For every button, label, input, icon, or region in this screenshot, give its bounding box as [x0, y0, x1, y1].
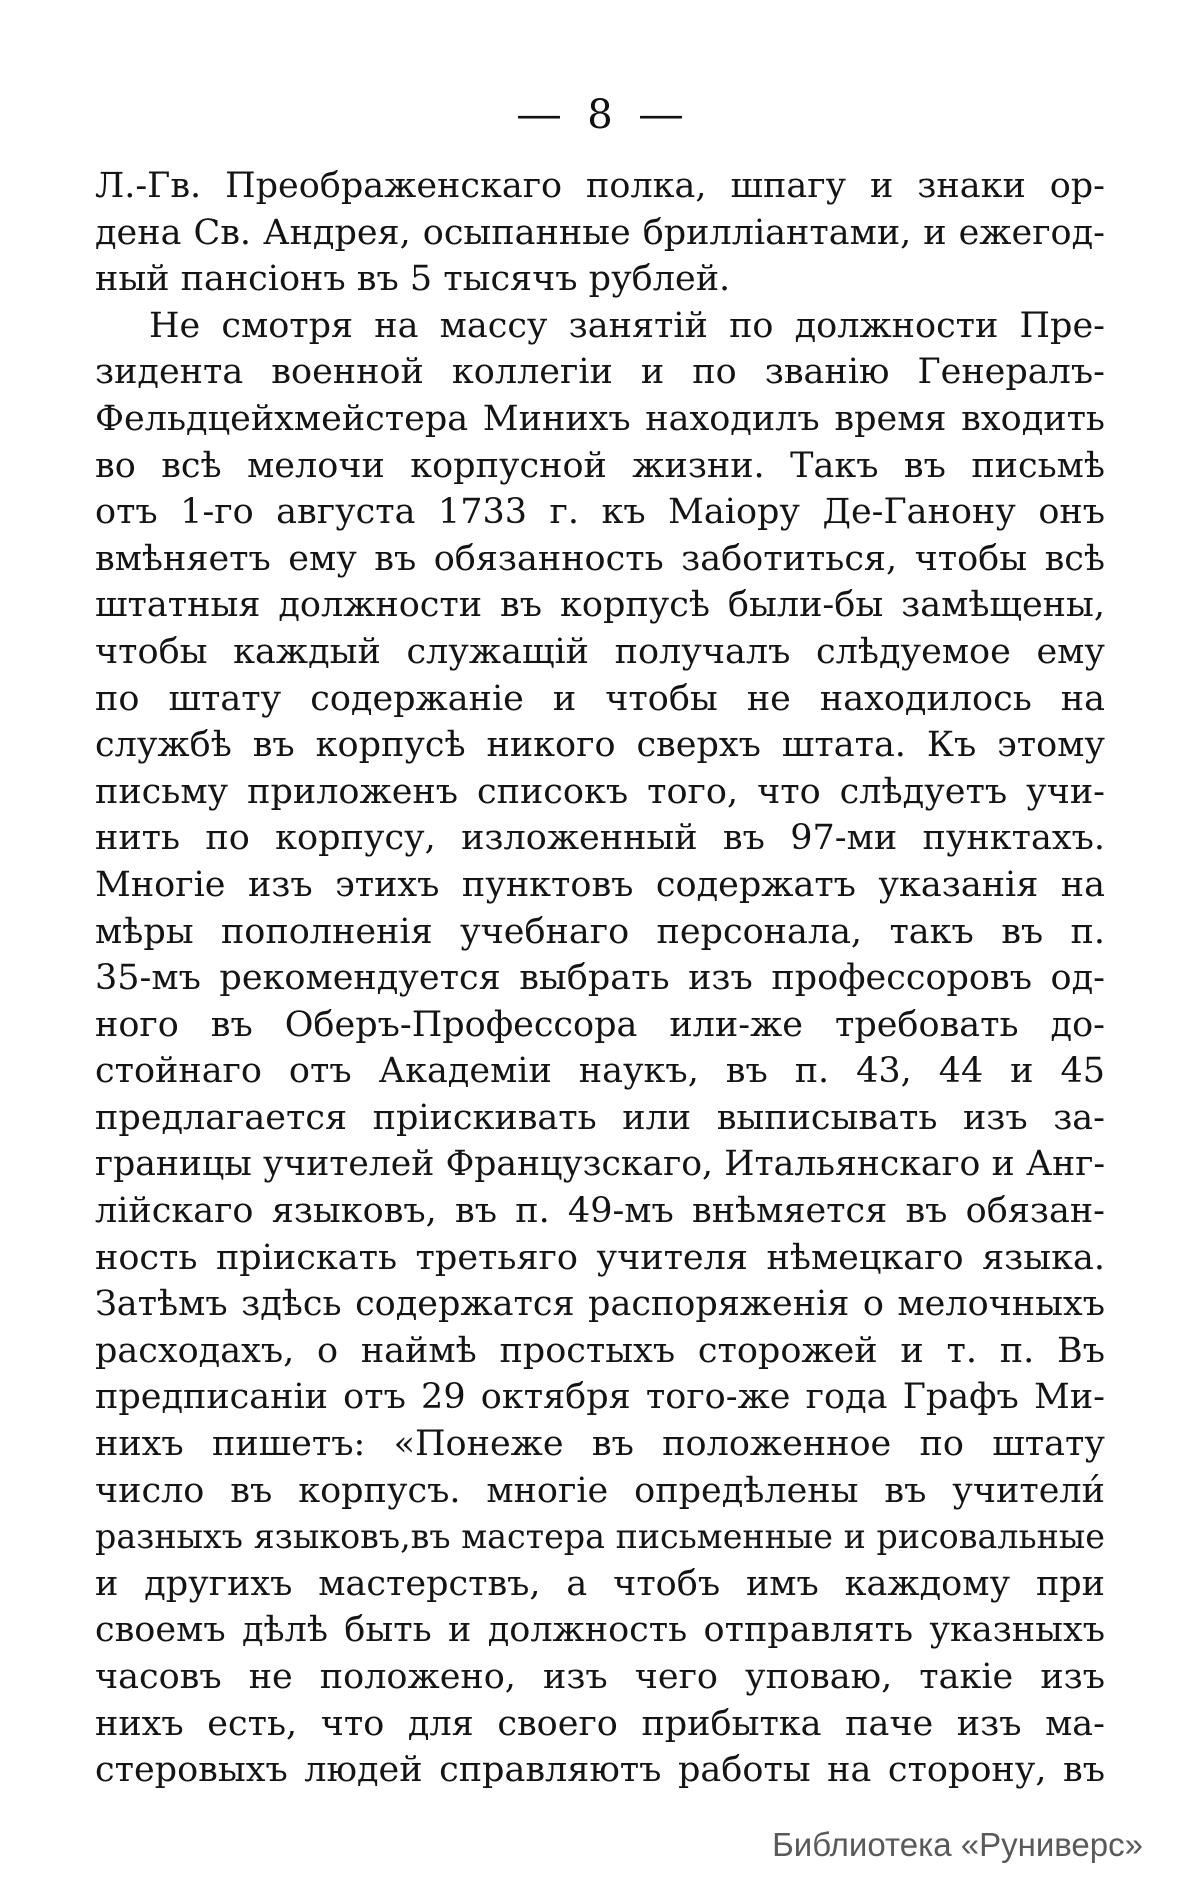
text-line: стойнаго отъ Академіи наукъ, въ п. 43, 44 и 45: [95, 1051, 1105, 1092]
text-line: границы учителей Французскаго, Итальянскаго и Анг-: [95, 1144, 1105, 1185]
text-line: дена Св. Андрея, осыпанные брилліантами, и ежегод-: [95, 212, 1105, 253]
text-line: 35-мъ рекомендуется выбрать изъ профессоровъ од-: [95, 958, 1105, 999]
text-line: Не смотря на массу занятій по должности Пре-: [149, 305, 1105, 346]
text-line: вмѣняетъ ему въ обязанность заботиться, чтобы всѣ: [95, 538, 1105, 579]
text-line: Фельдцейхмейстера Минихъ находилъ время входить: [95, 398, 1105, 439]
text-line: мѣры пополненія учебнаго персонала, такъ въ п.: [95, 911, 1105, 952]
text-line: расходахъ, о наймѣ простыхъ сторожей и т. п. Въ: [95, 1330, 1105, 1371]
text-line: своемъ дѣлѣ быть и должность отправлять указныхъ: [95, 1610, 1105, 1651]
text-line: нить по корпусу, изложенный въ 97-ми пунктахъ.: [95, 818, 1105, 859]
text-line: во всѣ мелочи корпусной жизни. Такъ въ письмѣ: [95, 445, 1105, 486]
text-line: штатныя должности въ корпусѣ были-бы замѣщены,: [95, 585, 1105, 626]
page-number: 8: [587, 92, 613, 138]
body-text: [95, 163, 1105, 1794]
text-line: и другихъ мастерствъ, а чтобъ имъ каждому при: [95, 1563, 1105, 1604]
text-line: ность пріискать третьяго учителя нѣмецкаго языка.: [95, 1237, 1105, 1278]
text-line: нихъ пишетъ: «Понеже въ положенное по штату: [95, 1424, 1105, 1465]
header-dash-left: —: [516, 92, 563, 138]
text-line: Многіе изъ этихъ пунктовъ содержатъ указанія на: [95, 864, 1105, 905]
text-line: нихъ есть, что для своего прибытка паче изъ ма-: [95, 1703, 1105, 1744]
library-watermark: Библиотека «Руниверс»: [772, 1826, 1143, 1863]
text-line: ный пансіонъ въ 5 тысячъ рублей.: [95, 259, 731, 300]
text-line: стеровыхъ людей справляютъ работы на сторону, въ: [95, 1750, 1105, 1791]
text-line: письму приложенъ списокъ того, что слѣдуетъ учи-: [95, 771, 1105, 812]
text-line: отъ 1-го августа 1733 г. къ Маіору Де-Ганону онъ: [95, 492, 1105, 533]
text-line: чтобы каждый служащій получалъ слѣдуемое ему: [95, 631, 1105, 672]
text-line: разныхъ языковъ,въ мастера письменные и рисовальные: [95, 1517, 1105, 1557]
text-line: предписаніи отъ 29 октября того-же года Графъ Ми-: [95, 1377, 1105, 1418]
text-line: Л.-Гв. Преображенскаго полка, шпагу и знаки ор-: [95, 166, 1105, 206]
text-line: Затѣмъ здѣсь содержатся распоряженія о мелочныхъ: [95, 1284, 1105, 1325]
text-line: число въ корпусъ. многіе опредѣлены въ учители́: [95, 1470, 1105, 1511]
text-line: по штату содержаніе и чтобы не находилось на: [95, 678, 1105, 719]
header-dash-right: —: [637, 92, 684, 138]
text-line: часовъ не положено, изъ чего уповаю, такіе изъ: [95, 1657, 1105, 1697]
text-line: службѣ въ корпусѣ никого сверхъ штата. Къ этому: [95, 725, 1105, 766]
text-line: зидента военной коллегіи и по званію Генералъ-: [95, 352, 1105, 393]
text-line: ного въ Оберъ-Профессора или-же требовать до-: [95, 1004, 1105, 1045]
text-line: предлагается пріискивать или выписывать изъ за-: [95, 1097, 1105, 1138]
page-header: [0, 92, 1200, 138]
text-line: лійскаго языковъ, въ п. 49-мъ внѣмяется въ обязан-: [95, 1191, 1105, 1232]
